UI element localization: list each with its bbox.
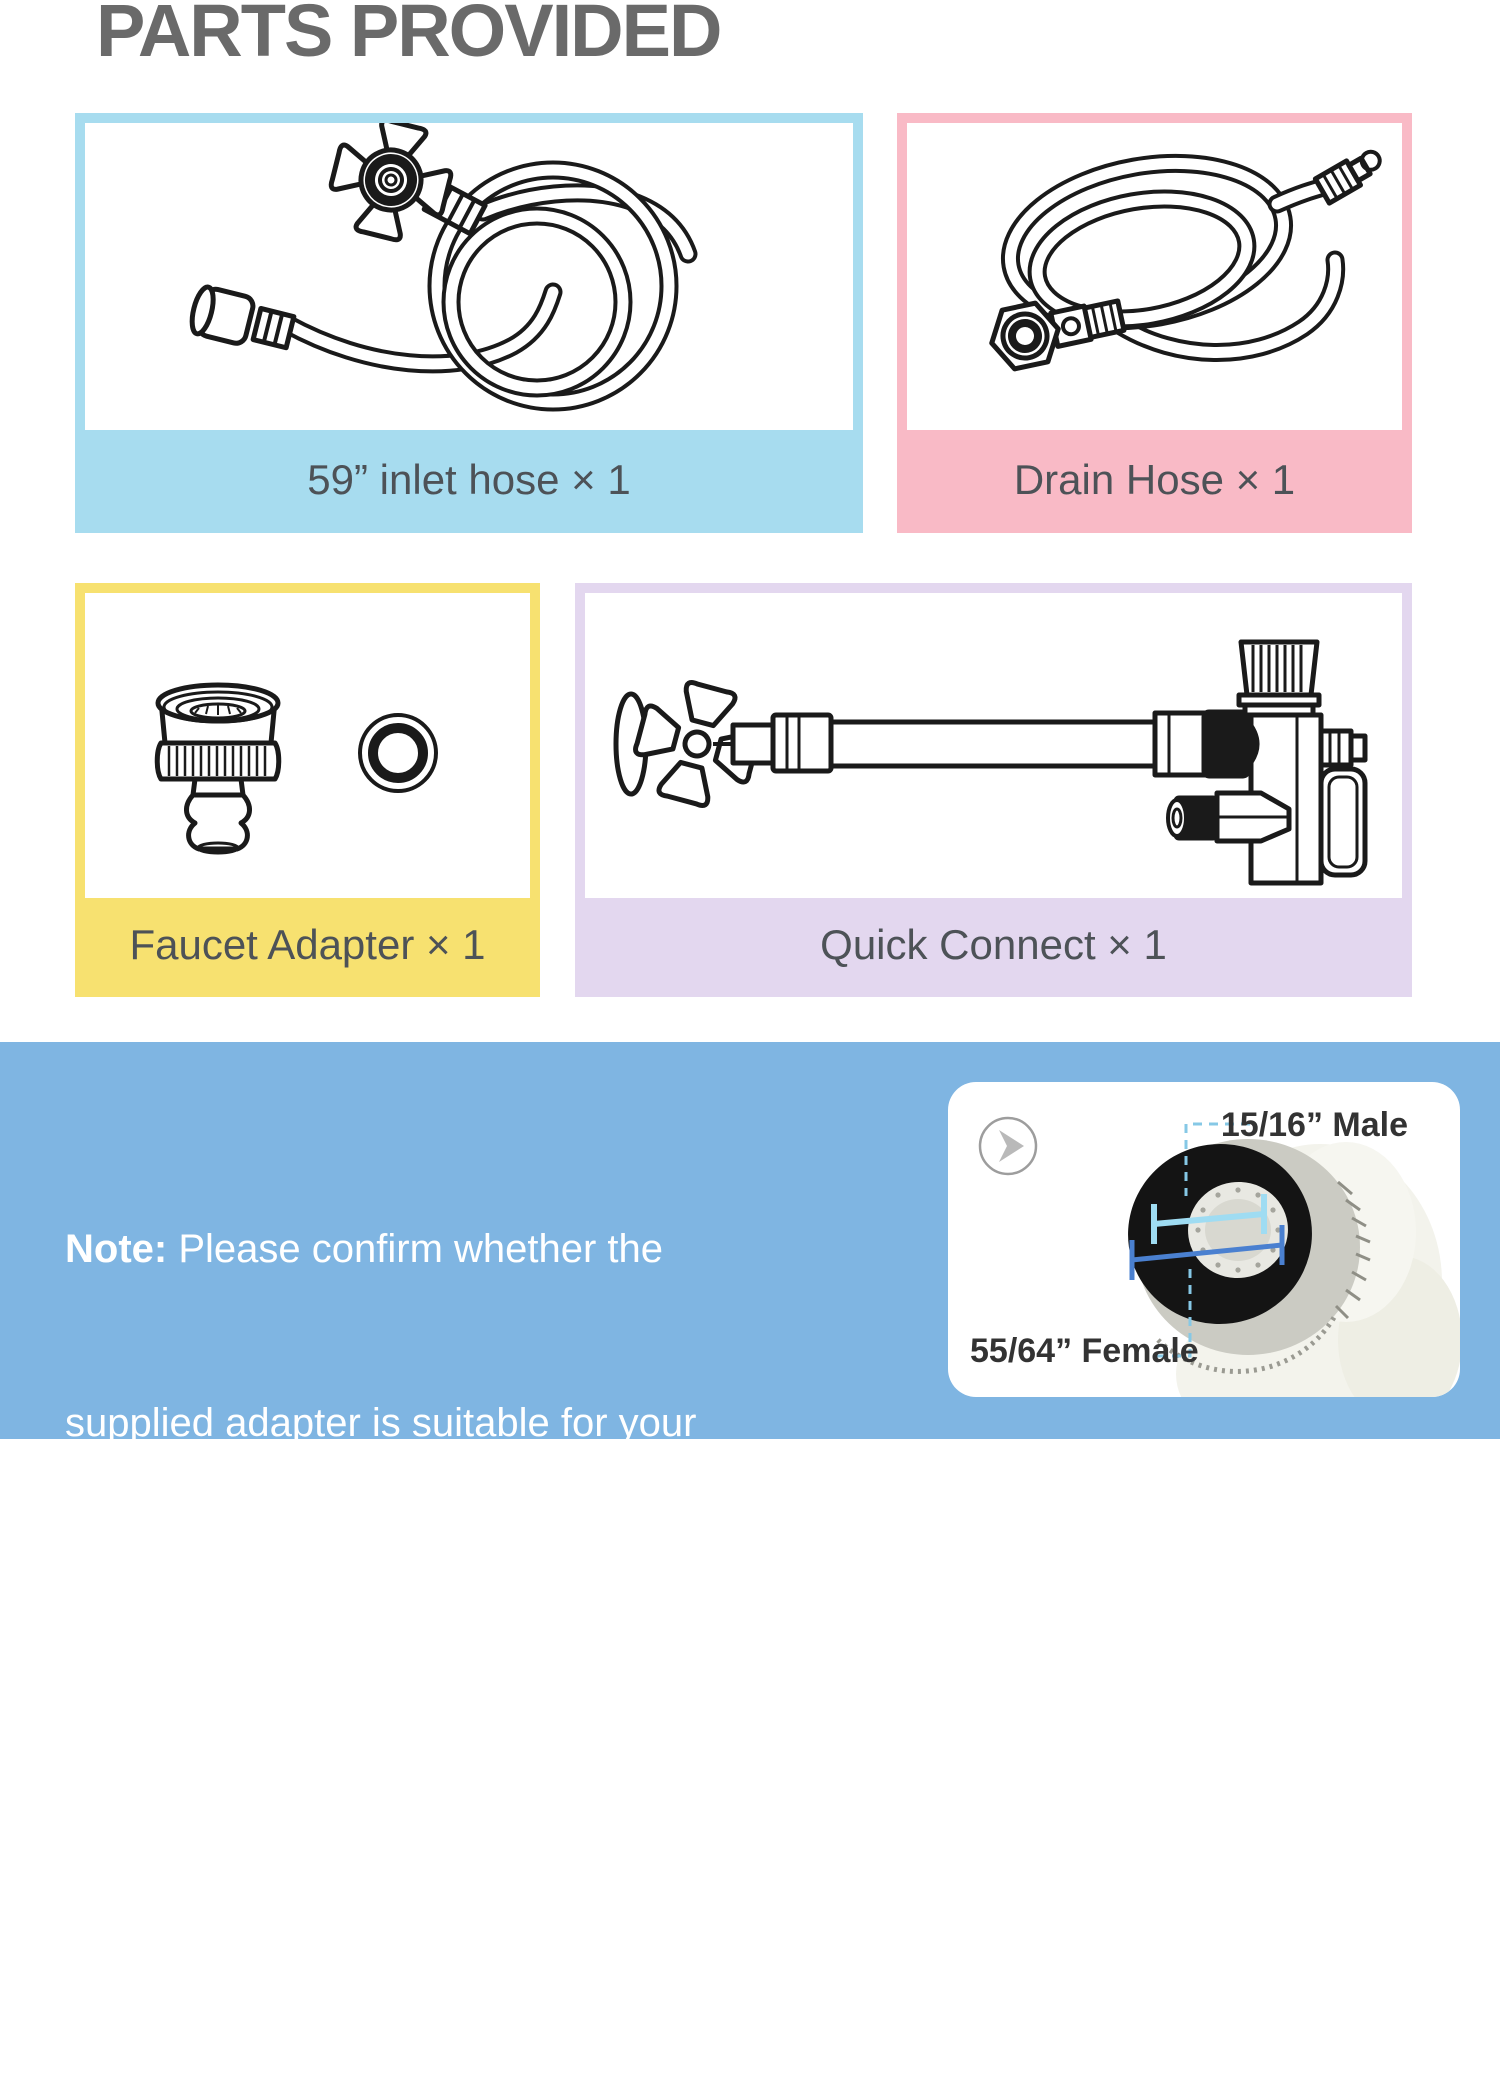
quick-connect-illustration — [585, 593, 1402, 898]
note-line: local plumbing supply center where — [65, 1749, 690, 1793]
play-icon[interactable] — [976, 1114, 1040, 1178]
note-line: faucet tap. If not, please contact your — [65, 1575, 733, 1619]
part-label-drain-hose: Drain Hose × 1 — [1013, 456, 1296, 503]
part-box-faucet-adapter — [75, 583, 540, 997]
part-label-inlet-hose: 59” inlet hose × 1 — [307, 456, 631, 503]
note-text — [65, 1104, 732, 2090]
adapter-body — [157, 685, 279, 853]
note-prefix: Note: — [65, 1227, 168, 1271]
note-line: adapter is available for purchase. — [65, 1923, 655, 1967]
note-line: Note: Please confirm whether the — [65, 1227, 664, 1271]
part-label-quick-connect: Quick Connect × 1 — [820, 921, 1167, 968]
note-section — [0, 1042, 1500, 1967]
faucet-adapter-illustration — [85, 593, 530, 898]
page-title: PARTS PROVIDED — [96, 0, 721, 72]
drain-hose-tip — [1315, 146, 1386, 203]
part-box-inlet-hose — [75, 113, 863, 533]
part-box-quick-connect — [575, 583, 1412, 997]
quick-connect-image — [585, 593, 1402, 898]
drain-hose-illustration — [907, 123, 1402, 430]
play-arrow-icon — [976, 1114, 1040, 1178]
adapter-photo-card — [948, 1082, 1460, 1397]
inlet-hose-nut — [188, 285, 296, 356]
note-line: supplied adapter is suitable for your — [65, 1401, 697, 1445]
inlet-hose-image — [85, 123, 853, 430]
male-size-label: 15/16” Male — [1220, 1106, 1408, 1144]
inlet-hose-knob — [322, 123, 460, 249]
part-box-drain-hose — [897, 113, 1412, 533]
part-label-faucet-adapter: Faucet Adapter × 1 — [129, 921, 486, 968]
adapter-washer — [360, 715, 436, 791]
drain-hose-image — [907, 123, 1402, 430]
inlet-hose-illustration — [85, 123, 853, 430]
female-size-label: 55/64” Female — [970, 1332, 1199, 1370]
faucet-adapter-image — [85, 593, 530, 898]
